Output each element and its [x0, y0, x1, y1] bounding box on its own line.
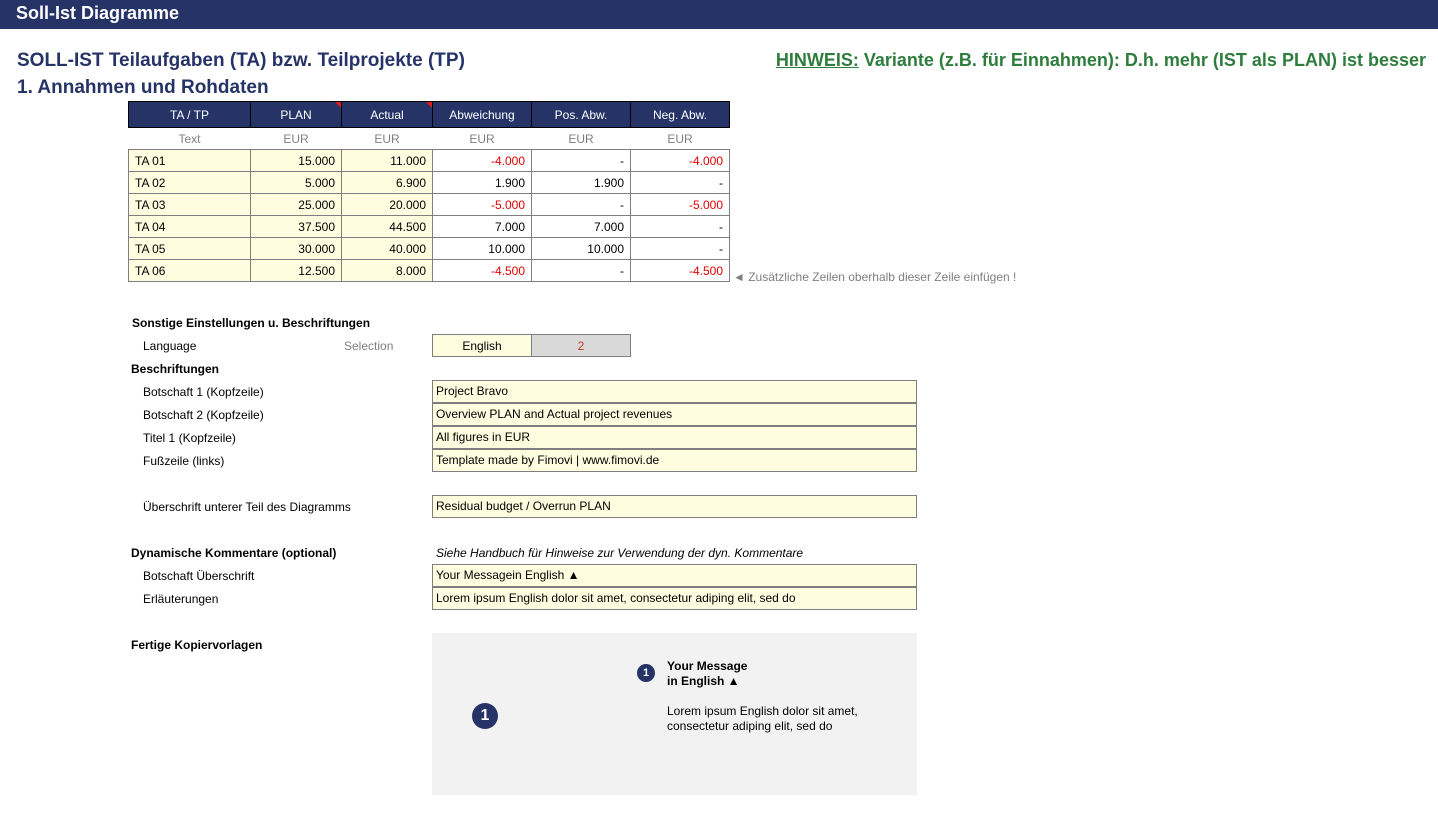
cell-plan[interactable]: 30.000 [251, 238, 342, 260]
cell-pos-dev: 1.900 [532, 172, 631, 194]
unit-cell: EUR [283, 131, 309, 146]
cell-plan[interactable]: 37.500 [251, 216, 342, 238]
hint-label: HINWEIS: [775, 50, 859, 70]
title1-label: Titel 1 (Kopfzeile) [143, 431, 236, 445]
cell-name[interactable]: TA 06 [129, 260, 251, 282]
header-plan-label: PLAN [280, 107, 312, 122]
plan-actual-table [128, 101, 730, 282]
message-heading-input[interactable]: Your Messagein English ▲ [432, 564, 917, 587]
cell-actual[interactable]: 11.000 [342, 150, 433, 172]
cell-name[interactable]: TA 04 [129, 216, 251, 238]
language-number: 2 [531, 334, 631, 357]
cell-actual[interactable]: 8.000 [342, 260, 433, 282]
header-neg-dev: Neg. Abw. [631, 102, 730, 128]
footer-label: Fußzeile (links) [143, 454, 225, 468]
cell-neg-dev: -5.000 [631, 194, 730, 216]
comments-title: Dynamische Kommentare (optional) [131, 546, 337, 560]
cell-name[interactable]: TA 01 [129, 150, 251, 172]
lower-heading-input[interactable]: Residual budget / Overrun PLAN [432, 495, 917, 518]
cell-neg-dev: -4.500 [631, 260, 730, 282]
header-plan [251, 102, 342, 128]
message1-input[interactable]: Project Bravo [432, 380, 917, 403]
cell-neg-dev: - [631, 238, 730, 260]
number-badge-icon: 1 [472, 703, 498, 729]
explanations-label: Erläuterungen [143, 592, 219, 606]
cell-pos-dev: 7.000 [532, 216, 631, 238]
hint-body: Variante (z.B. für Einnahmen): D.h. mehr (IST als PLAN) ist besser [858, 50, 1426, 70]
settings-title: Sonstige Einstellungen u. Beschriftungen [132, 316, 371, 330]
message1-label: Botschaft 1 (Kopfzeile) [143, 385, 264, 399]
app-title: Soll-Ist Diagramme [16, 3, 180, 23]
explanations-input[interactable]: Lorem ipsum English dolor sit amet, consectetur adiping elit, sed do [432, 587, 917, 610]
section-title: 1. Annahmen und Rohdaten [17, 77, 269, 98]
table-row [129, 194, 730, 216]
header-deviation: Abweichung [433, 102, 532, 128]
comments-note: Siehe Handbuch für Hinweise zur Verwendung der dyn. Kommentare [436, 546, 804, 560]
cell-actual[interactable]: 6.900 [342, 172, 433, 194]
table-row [129, 238, 730, 260]
cell-plan[interactable]: 12.500 [251, 260, 342, 282]
language-label: Language [143, 339, 197, 353]
templates-title: Fertige Kopiervorlagen [131, 638, 263, 652]
message2-input[interactable]: Overview PLAN and Actual project revenues [432, 403, 917, 426]
preview-message-line1: Your Message [667, 659, 748, 673]
cell-deviation: -5.000 [433, 194, 532, 216]
cell-actual[interactable]: 40.000 [342, 238, 433, 260]
title-bar [0, 0, 1438, 29]
cell-pos-dev: - [532, 260, 631, 282]
unit-cell: EUR [374, 131, 400, 146]
selection-label: Selection [344, 339, 394, 353]
message-heading-label: Botschaft Überschrift [143, 569, 255, 583]
cell-deviation: 1.900 [433, 172, 532, 194]
cell-deviation: 10.000 [433, 238, 532, 260]
table-row [129, 150, 730, 172]
cell-name[interactable]: TA 03 [129, 194, 251, 216]
cell-pos-dev: 10.000 [532, 238, 631, 260]
preview-message [667, 659, 807, 689]
cell-neg-dev: -4.000 [631, 150, 730, 172]
unit-cell: EUR [469, 131, 495, 146]
unit-cell: EUR [667, 131, 693, 146]
cell-plan[interactable]: 15.000 [251, 150, 342, 172]
title1-input[interactable]: All figures in EUR [432, 426, 917, 449]
cell-neg-dev: - [631, 172, 730, 194]
cell-pos-dev: - [532, 150, 631, 172]
cell-name[interactable]: TA 02 [129, 172, 251, 194]
lower-heading-label: Überschrift unterer Teil des Diagramms [143, 500, 351, 514]
table-row [129, 260, 730, 282]
cell-pos-dev: - [532, 194, 631, 216]
preview-message-line2: in English ▲ [667, 674, 740, 688]
page-title: SOLL-IST Teilaufgaben (TA) bzw. Teilprojekte (TP) [17, 50, 465, 71]
message2-label: Botschaft 2 (Kopfzeile) [143, 408, 264, 422]
cell-deviation: -4.000 [433, 150, 532, 172]
comment-marker-icon[interactable] [335, 102, 341, 108]
labels-title: Beschriftungen [131, 362, 220, 376]
cell-actual[interactable]: 20.000 [342, 194, 433, 216]
header-ta-tp: TA / TP [129, 102, 251, 128]
units-row [129, 128, 730, 150]
header-actual [342, 102, 433, 128]
cell-plan[interactable]: 25.000 [251, 194, 342, 216]
table-row [129, 172, 730, 194]
preview-text: Lorem ipsum English dolor sit amet, consectetur adiping elit, sed do [667, 704, 858, 733]
cell-deviation: -4.500 [433, 260, 532, 282]
row-insert-note: ◄ Zusätzliche Zeilen oberhalb dieser Zeile einfügen ! [733, 270, 1017, 284]
comment-marker-icon[interactable] [426, 102, 432, 108]
header-pos-dev: Pos. Abw. [532, 102, 631, 128]
cell-name[interactable]: TA 05 [129, 238, 251, 260]
unit-cell: Text [178, 131, 201, 146]
table-row [129, 216, 730, 238]
template-preview[interactable] [432, 633, 917, 795]
cell-neg-dev: - [631, 216, 730, 238]
number-badge-small-icon: 1 [637, 664, 655, 682]
cell-plan[interactable]: 5.000 [251, 172, 342, 194]
footer-input[interactable]: Template made by Fimovi | www.fimovi.de [432, 449, 917, 472]
header-actual-label: Actual [370, 107, 404, 122]
cell-actual[interactable]: 44.500 [342, 216, 433, 238]
language-select[interactable]: English [432, 334, 532, 357]
hint-text [776, 50, 1426, 71]
cell-deviation: 7.000 [433, 216, 532, 238]
unit-cell: EUR [568, 131, 594, 146]
